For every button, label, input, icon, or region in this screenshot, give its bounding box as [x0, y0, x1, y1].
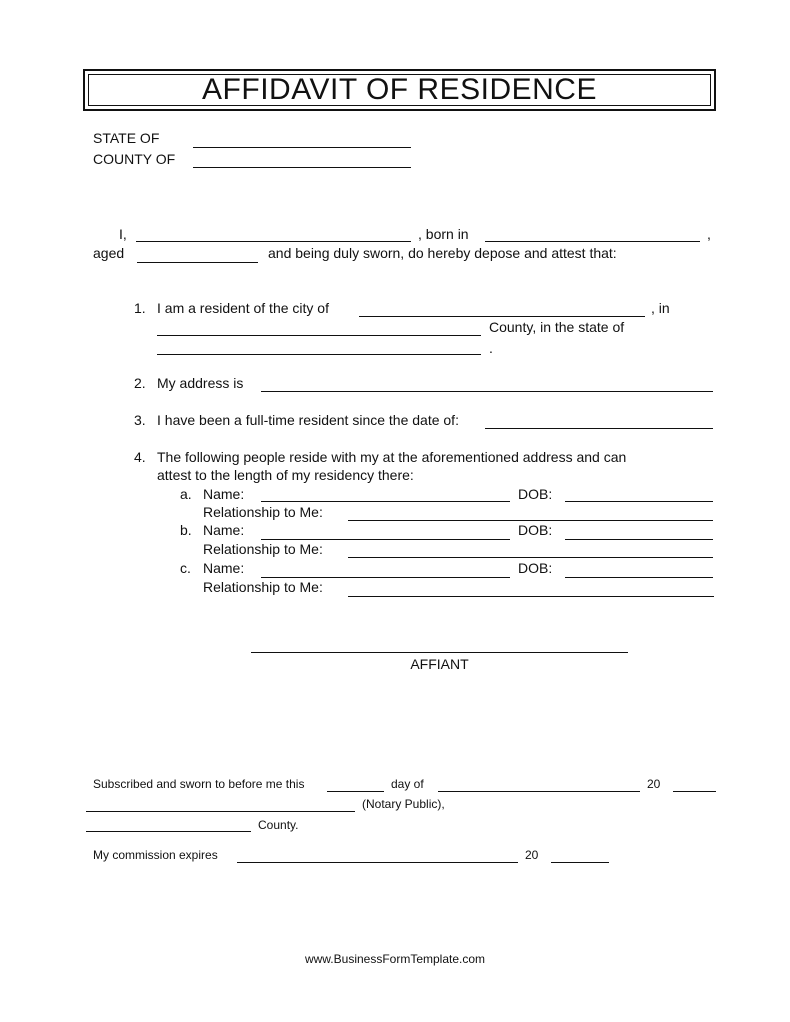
- resident-b-dob-field[interactable]: [565, 539, 713, 540]
- resident-c-relationship-field[interactable]: [348, 596, 714, 597]
- resident-a-relationship-label: Relationship to Me:: [203, 504, 323, 520]
- day-of-label: day of: [391, 777, 424, 791]
- commission-year-prefix: 20: [525, 848, 539, 862]
- state-of-residence-field[interactable]: [157, 354, 481, 355]
- subscribed-text: Subscribed and sworn to before me this: [93, 777, 305, 791]
- resident-c-dob-label: DOB:: [518, 560, 553, 576]
- item-2-number: 2.: [134, 375, 146, 391]
- affiant-signature-field[interactable]: [251, 652, 628, 653]
- resident-c-relationship-label: Relationship to Me:: [203, 579, 323, 595]
- address-field[interactable]: [261, 391, 713, 392]
- item-4-number: 4.: [134, 449, 146, 465]
- item-1-text: I am a resident of the city of: [157, 300, 329, 316]
- footer-website: www.BusinessFormTemplate.com: [304, 952, 486, 966]
- resident-b-letter: b.: [180, 522, 192, 538]
- item-4-text-line1: The following people reside with my at the aforementioned address and can: [157, 449, 627, 465]
- commission-expires-field[interactable]: [237, 862, 518, 863]
- resident-a-dob-label: DOB:: [518, 486, 553, 502]
- county-of-residence-field[interactable]: [157, 335, 481, 336]
- resident-b-relationship-field[interactable]: [348, 557, 713, 558]
- affiant-name-field[interactable]: [136, 241, 411, 242]
- resident-a-name-label: Name:: [203, 486, 245, 502]
- document-title: AFFIDAVIT OF RESIDENCE: [88, 74, 711, 106]
- item-3-number: 3.: [134, 412, 146, 428]
- county-field[interactable]: [193, 167, 411, 168]
- notary-year-field[interactable]: [673, 791, 716, 792]
- resident-b-relationship-label: Relationship to Me:: [203, 541, 323, 557]
- notary-day-field[interactable]: [327, 791, 384, 792]
- born-in-label: , born in: [418, 226, 469, 242]
- resident-a-dob-field[interactable]: [565, 501, 713, 502]
- commission-expires-label: My commission expires: [93, 848, 218, 862]
- state-field[interactable]: [193, 147, 411, 148]
- notary-county-field[interactable]: [86, 831, 251, 832]
- resident-a-name-field[interactable]: [261, 501, 510, 502]
- item-2-text: My address is: [157, 375, 244, 391]
- notary-county-label: County.: [258, 818, 299, 832]
- resident-b-name-field[interactable]: [261, 539, 510, 540]
- item-1-period: .: [489, 340, 493, 356]
- intro-comma: ,: [707, 226, 711, 242]
- birthplace-field[interactable]: [485, 241, 700, 242]
- resident-a-relationship-field[interactable]: [348, 520, 713, 521]
- resident-a-letter: a.: [180, 486, 192, 502]
- year-prefix: 20: [647, 777, 661, 791]
- title-box: [83, 69, 716, 111]
- state-label: STATE OF: [93, 130, 160, 146]
- commission-year-field[interactable]: [551, 862, 609, 863]
- age-field[interactable]: [137, 262, 258, 263]
- resident-b-name-label: Name:: [203, 522, 245, 538]
- county-label: COUNTY OF: [93, 151, 176, 167]
- sworn-text: and being duly sworn, do hereby depose and attest that:: [268, 245, 617, 261]
- city-field[interactable]: [359, 316, 645, 317]
- notary-name-field[interactable]: [86, 811, 355, 812]
- resident-c-dob-field[interactable]: [565, 577, 713, 578]
- item-3-text: I have been a full-time resident since the date of:: [157, 412, 459, 428]
- notary-month-field[interactable]: [438, 791, 640, 792]
- item-1-in: , in: [651, 300, 670, 316]
- resident-c-letter: c.: [180, 560, 191, 576]
- resident-b-dob-label: DOB:: [518, 522, 553, 538]
- resident-c-name-field[interactable]: [261, 577, 510, 578]
- resident-since-field[interactable]: [485, 428, 713, 429]
- notary-public-label: (Notary Public),: [362, 797, 445, 811]
- aged-label: aged: [93, 245, 125, 261]
- item-1-number: 1.: [134, 300, 146, 316]
- intro-i-label: I,: [119, 226, 127, 242]
- item-4-text-line2: attest to the length of my residency there:: [157, 467, 414, 483]
- item-1-county-text: County, in the state of: [489, 319, 625, 335]
- resident-c-name-label: Name:: [203, 560, 245, 576]
- affiant-label: AFFIANT: [410, 656, 469, 672]
